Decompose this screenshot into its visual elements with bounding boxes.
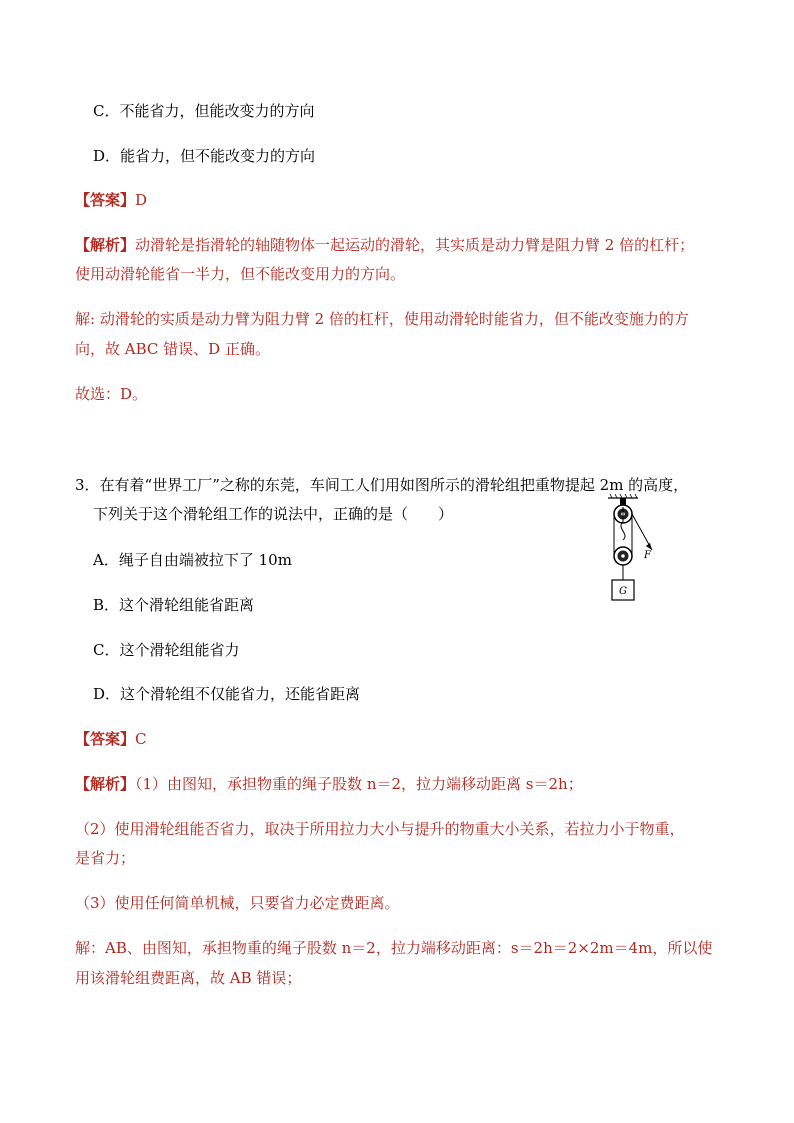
- q3-analysis-line4: （3）使用任何简单机械，只要省力必定费距离。: [75, 894, 400, 912]
- q2-analysis-line2: 使用动滑轮能省一半力，但不能改变用力的方向。: [75, 265, 406, 283]
- q3-stem-line1: 3．在有着“世界工厂”之称的东莞，车间工人们用如图所示的滑轮组把重物提起 2m 的高度，: [75, 476, 689, 494]
- q2-analysis-line1: [75, 235, 694, 255]
- q3-solution-line1: 解：AB、由图知，承担物重的绳子股数 n＝2，拉力端移动距离：s＝2h＝2×2m＝4m，所以使: [75, 939, 713, 957]
- q3-analysis-line1: [75, 774, 583, 794]
- q3-option-c: C．这个滑轮组能省力: [93, 641, 240, 659]
- q3-answer: [75, 729, 147, 749]
- q2-option-d: D．能省力，但不能改变力的方向: [93, 147, 316, 165]
- force-label: F: [644, 550, 651, 561]
- answer-label: 【答案】: [75, 191, 136, 209]
- weight-label: G: [619, 586, 627, 597]
- answer-value: D: [135, 191, 148, 209]
- analysis-text: 动滑轮是指滑轮的轴随物体一起运动的滑轮，其实质是动力臂是阻力臂 2 倍的杠杆；: [135, 236, 695, 254]
- q3-analysis-line2: （2）使用滑轮组能否省力，取决于所用拉力大小与提升的物重大小关系，若拉力小于物重，: [75, 820, 685, 838]
- q2-choose: 故选：D。: [75, 385, 148, 403]
- q3-analysis-line3: 是省力；: [75, 849, 136, 867]
- force-arrow: [646, 543, 652, 550]
- pulley-system-diagram: [602, 494, 664, 604]
- q3-stem-line2: 下列关于这个滑轮组工作的说法中，正确的是（ ）: [93, 505, 454, 523]
- q3-solution-line2: 用该滑轮组费距离，故 AB 错误；: [75, 969, 302, 987]
- analysis-label: 【解析】: [75, 775, 136, 793]
- q3-option-d: D．这个滑轮组不仅能省力，还能省距离: [93, 685, 361, 703]
- answer-value: C: [135, 730, 147, 748]
- q3-option-b: B．这个滑轮组能省距离: [93, 596, 255, 614]
- q2-solution-line2: 向，故 ABC 错误、D 正确。: [75, 340, 270, 358]
- ceiling: [608, 494, 638, 498]
- answer-label: 【答案】: [75, 730, 136, 748]
- q3-option-a: A．绳子自由端被拉下了 10m: [93, 551, 292, 569]
- movable-pulley: [614, 547, 632, 565]
- analysis-text: （1）由图知，承担物重的绳子股数 n＝2，拉力端移动距离 s＝2h；: [135, 775, 583, 793]
- q2-solution-line1: 解: 动滑轮的实质是动力臂为阻力臂 2 倍的杠杆，使用动滑轮时能省力，但不能改变施力的方: [75, 310, 689, 328]
- q2-option-c: C．不能省力，但能改变力的方向: [93, 102, 315, 120]
- q2-answer: [75, 190, 147, 210]
- analysis-label: 【解析】: [75, 236, 136, 254]
